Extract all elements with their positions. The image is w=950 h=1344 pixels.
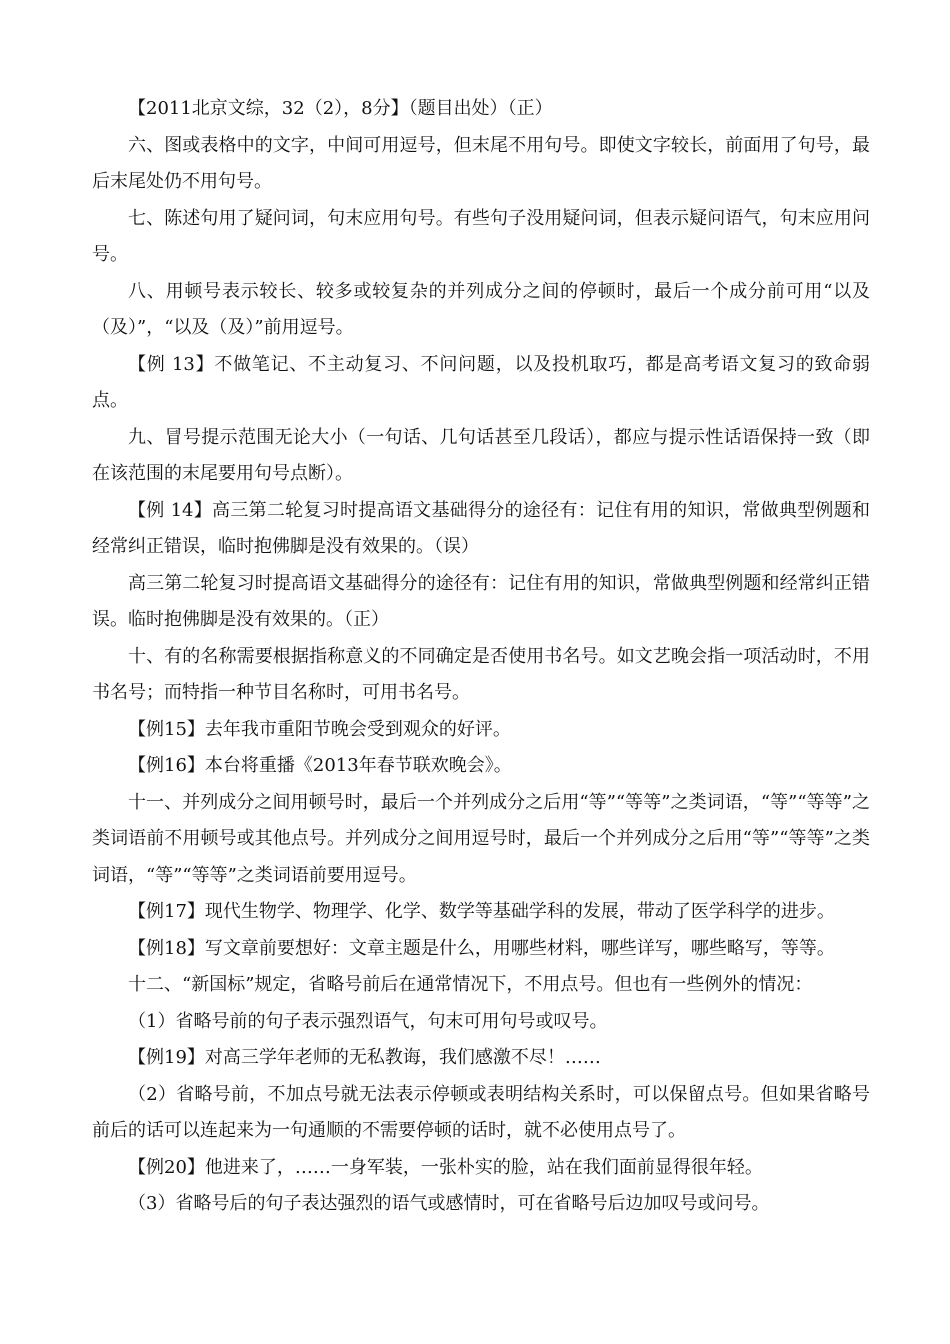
paragraph-example-19: 【例19】对高三学年老师的无私教诲，我们感激不尽！…… bbox=[128, 1047, 601, 1068]
paragraph-example-16: 【例16】本台将重播《2013年春节联欢晚会》。 bbox=[128, 755, 512, 776]
paragraph-example-13: 【例 13】不做笔记、不主动复习、不问问题，以及投机取巧，都是高考语文复习的致命弱点。 bbox=[92, 353, 870, 411]
document-body bbox=[92, 91, 870, 1223]
paragraph-rule-10: 十、有的名称需要根据指称意义的不同确定是否使用书名号。如文艺晚会指一项活动时，不用书名号；而特指一种节目名称时，可用书名号。 bbox=[92, 645, 870, 703]
paragraph-rule-8: 八、用顿号表示较长、较多或较复杂的并列成分之间的停顿时，最后一个成分前可用“以及（及）”，“以及（及）”前用逗号。 bbox=[92, 280, 870, 338]
paragraph-rule-12: 十二、“新国标”规定，省略号前后在通常情况下，不用点号。但也有一些例外的情况： bbox=[128, 974, 813, 995]
paragraph-rule-6: 六、图或表格中的文字，中间可用逗号，但末尾不用句号。即使文字较长，前面用了句号，最后末尾处仍不用句号。 bbox=[92, 134, 870, 192]
paragraph-case-2: （2）省略号前，不加点号就无法表示停顿或表明结构关系时，可以保留点号。但如果省略号前后的话可以连起来为一句通顺的不需要停顿的话时，就不必使用点号了。 bbox=[92, 1083, 870, 1141]
paragraph-example-18: 【例18】写文章前要想好：文章主题是什么，用哪些材料，哪些详写，哪些略写，等等。 bbox=[128, 937, 835, 959]
paragraph-example-15: 【例15】去年我市重阳节晚会受到观众的好评。 bbox=[128, 718, 511, 740]
paragraph-case-3: （3）省略号后的句子表达强烈的语气或感情时，可在省略号后边加叹号或问号。 bbox=[128, 1193, 770, 1214]
paragraph-example-14-correct: 高三第二轮复习时提高语文基础得分的途径有：记住有用的知识，常做典型例题和经常纠正错误。临时抱佛脚是没有效果的。（正） bbox=[92, 572, 870, 630]
paragraph-rule-7: 七、陈述句用了疑问词，句末应用句号。有些句子没用疑问词，但表示疑问语气，句末应用问号。 bbox=[92, 207, 870, 265]
paragraph-rule-9: 九、冒号提示范围无论大小（一句话、几句话甚至几段话），都应与提示性话语保持一致（即在该范围的末尾要用句号点断）。 bbox=[92, 426, 870, 484]
paragraph-case-1: （1）省略号前的句子表示强烈语气，句末可用句号或叹号。 bbox=[128, 1010, 608, 1032]
paragraph-rule-11: 十一、并列成分之间用顿号时，最后一个并列成分之后用“等”“等等”之类词语，“等”“等等”之类词语前不用顿号或其他点号。并列成分之间用逗号时，最后一个并列成分之后用“等”“等等”之类词语，“等”“等等”之类词语前要用逗号。 bbox=[92, 791, 870, 886]
paragraph-source-note: 【2011北京文综，32（2），8分】（题目出处）（正） bbox=[128, 98, 553, 119]
paragraph-example-20: 【例20】他进来了，……一身军装，一张朴实的脸，站在我们面前显得很年轻。 bbox=[128, 1156, 763, 1178]
paragraph-example-17: 【例17】现代生物学、物理学、化学、数学等基础学科的发展，带动了医学科学的进步。 bbox=[128, 901, 835, 922]
paragraph-example-14-wrong: 【例 14】高三第二轮复习时提高语文基础得分的途径有：记住有用的知识，常做典型例题和经常纠正错误，临时抱佛脚是没有效果的。（误） bbox=[92, 499, 870, 557]
